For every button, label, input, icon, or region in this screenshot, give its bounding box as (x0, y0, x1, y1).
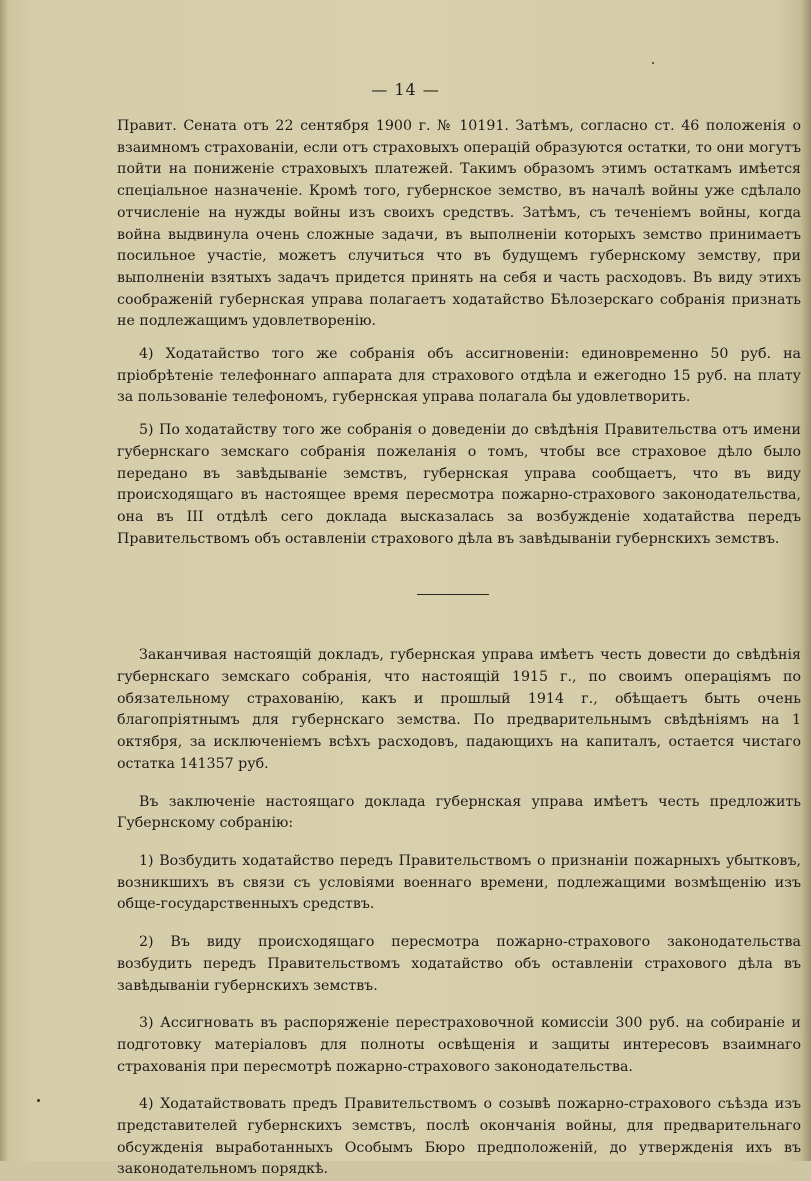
section-divider (417, 594, 489, 595)
paper-speck (37, 1099, 40, 1102)
proposal-item-3: 3) Ассигновать въ распоряженіе перестраховочной комиссіи 300 руб. на собираніе и подготовку матеріаловъ для полноты освѣщенія и защиты интересовъ взаимнаго страхованія при пересмотрѣ пожарно-страхового законодательства. (117, 1015, 801, 1075)
paper-speck (652, 62, 654, 64)
page-edge-right (801, 0, 811, 1161)
paragraph-continuation: Правит. Сената отъ 22 сентября 1900 г. № 10191. Затѣмъ, согласно ст. 46 положенія о взаимномъ страхованіи, если отъ страховыхъ операцій образуются остатки, то они могутъ пойти на пониженіе страховыхъ платежей. Такимъ образомъ этимъ остаткамъ имѣется спеціальное назначеніе. Кромѣ того, губернское земство, въ началѣ войны уже сдѣлало отчисленіе на нужды войны изъ своихъ средствъ. Затѣмъ, съ теченіемъ войны, когда война выдвинула очень сложные задачи, въ выполненіи которыхъ земство принимаетъ посильное участіе, можетъ случиться что въ будущемъ губернскому земству, при выполненіи взятыхъ задачъ придется принять на себя и часть расходовъ. Въ виду этихъ соображеній губернская управа полагаетъ ходатайство Бѣлозерскаго собранія признать не подлежащимъ удовлетворенію. (117, 118, 801, 330)
proposal-item-1: 1) Возбудить ходатайство передъ Правительствомъ о признаніи пожарныхъ убытковъ, возникшихъ въ связи съ условіями военнаго времени, подлежащими возмѣщенію изъ обще-государственныхъ средствъ. (117, 852, 801, 913)
page-number: — 14 — (371, 80, 440, 99)
proposal-item-2: 2) Въ виду происходящаго пересмотра пожарно-страхового законодательства возбудить передъ Правительствомъ ходатайство объ оставленіи страхового дѣла въ завѣдываніи губернскихъ земствъ. (117, 934, 801, 994)
paragraph-proposal-intro: Въ заключеніе настоящаго доклада губернская управа имѣетъ честь предложить Губернскому собранію: (117, 793, 801, 832)
proposal-item-4: 4) Ходатайствовать предъ Правительствомъ о созывѣ пожарно-страхового съѣзда изъ представителей губернскихъ земствъ, послѣ окончанія войны, для предварительнаго обсужденія выработанныхъ Особымъ Бюро предположеній, до утвержденія ихъ въ законодательномъ порядкѣ. (117, 1096, 801, 1178)
document-body (117, 116, 801, 1181)
paragraph-item-5: 5) По ходатайству того же собранія о доведеніи до свѣдѣнія Правительства отъ имени губернскаго земскаго собранія пожеланія о томъ, чтобы все страховое дѣло было передано въ завѣдываніе земствъ, губернская управа сообщаетъ, что въ виду происходящаго въ настоящее время пересмотра пожарно-страхового законодательства, она въ III отдѣлѣ сего доклада высказалась за возбужденіе ходатайства передъ Правительствомъ объ оставленіи страхового дѣла въ завѣдываніи губернскихъ земствъ. (117, 422, 801, 547)
page-edge-left (0, 0, 8, 1161)
paragraph-item-4: 4) Ходатайство того же собранія объ ассигновеніи: единовременно 50 руб. на пріобрѣтеніе телефоннаго аппарата для страхового отдѣла и ежегодно 15 руб. на плату за пользованіе телефономъ, губернская управа полагала бы удовлетворить. (117, 346, 801, 406)
paragraph-conclusion: Заканчивая настоящій докладъ, губернская управа имѣетъ честь довести до свѣдѣнія губернскаго земскаго собранія, что настоящій 1915 г., по своимъ операціямъ по обязательному страхованію, какъ и прошлый 1914 г., обѣщаетъ быть очень благопріятнымъ для губернскаго земства. По предварительнымъ свѣдѣніямъ на 1 октября, за исключеніемъ всѣхъ расходовъ, падающихъ на капиталъ, остается чистаго остатка 141357 руб. (117, 647, 801, 772)
